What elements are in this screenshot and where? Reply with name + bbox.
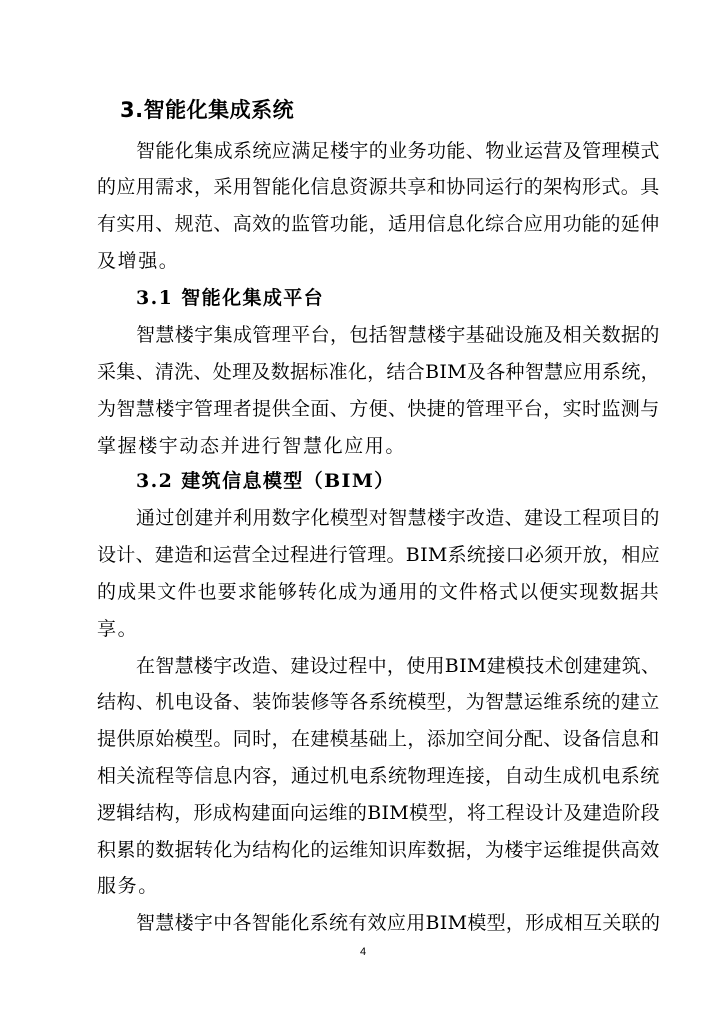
sub2-p1-line-2: 设计、建造和运营全过程进行管理。BIM系统接口必须开放，相应 [97,544,660,566]
sub2-p2-line-7: 服务。 [97,875,159,897]
intro-line-2: 的应用需求，采用智能化信息资源共享和协同运行的架构形式。具 [97,176,660,198]
intro-line-4: 及增强。 [97,250,180,272]
sub1-line-4: 掌握楼宇动态并进行智慧化应用。 [97,435,407,457]
sub2-p2-line-5: 逻辑结构，形成构建面向运维的BIM模型，将工程设计及建造阶段 [97,802,660,824]
sub2-p2-line-1: 在智慧楼宇改造、建设过程中，使用BIM建模技术创建建筑、 [136,655,661,677]
sub1-line-1: 智慧楼宇集成管理平台，包括智慧楼宇基础设施及相关数据的 [136,324,660,346]
section-heading: 3.智能化集成系统 [120,98,295,122]
sub2-p2-line-3: 提供原始模型。同时，在建模基础上，添加空间分配、设备信息和 [97,728,660,750]
intro-line-1: 智能化集成系统应满足楼宇的业务功能、物业运营及管理模式 [136,140,660,162]
sub2-p1-line-1: 通过创建并利用数字化模型对智慧楼宇改造、建设工程项目的 [136,507,660,529]
sub2-p2-line-6: 积累的数据转化为结构化的运维知识库数据，为楼宇运维提供高效 [97,839,660,861]
sub1-line-3: 为智慧楼宇管理者提供全面、方便、快捷的管理平台，实时监测与 [97,398,660,420]
sub2-p1-line-3: 的成果文件也要求能够转化成为通用的文件格式以便实现数据共 [97,581,660,603]
sub2-p3-line-1: 智慧楼宇中各智能化系统有效应用BIM模型，形成相互关联的 [136,912,661,934]
sub1-line-2: 采集、清洗、处理及数据标准化，结合BIM及各种智慧应用系统， [97,361,660,383]
intro-line-3: 有实用、规范、高效的监管功能，适用信息化综合应用功能的延伸 [97,213,660,235]
sub2-p2-line-4: 相关流程等信息内容，通过机电系统物理连接，自动生成机电系统 [97,765,660,787]
sub2-p2-line-2: 结构、机电设备、装饰装修等各系统模型，为智慧运维系统的建立 [97,691,660,713]
subsection-title-3-2: 3.2 建筑信息模型（BIM） [136,470,395,492]
sub2-p1-line-4: 享。 [97,618,139,640]
page-number: 4 [359,946,367,958]
subsection-title-3-1: 3.1 智能化集成平台 [136,287,325,309]
